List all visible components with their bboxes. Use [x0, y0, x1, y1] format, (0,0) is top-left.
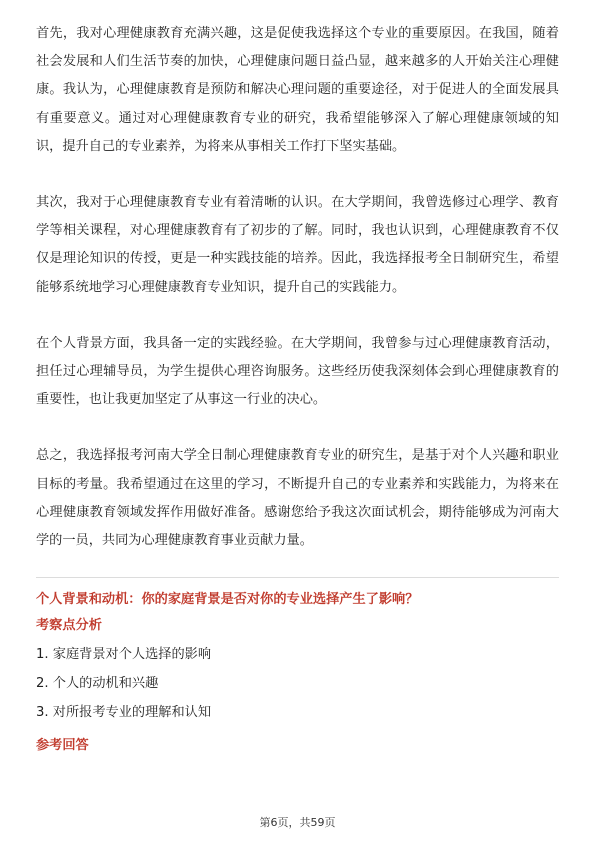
- paragraph-interest: 首先，我对心理健康教育充满兴趣，这是促使我选择这个专业的重要原因。在我国，随着社会发展和人们生活节奏的加快，心理健康问题日益凸显，越来越多的人开始关注心理健康。我认为，心理健康教育是预防和解决心理问题的重要途径，对于促进人的全面发展具有重要意义。通过对心理健康教育专业的研究，我希望能够深入了解心理健康领域的知识，提升自己的专业素养，为将来从事相关工作打下坚实基础。: [36, 26, 559, 154]
- analysis-heading: 考察点分析: [36, 618, 102, 634]
- paragraph-understanding: 其次，我对于心理健康教育专业有着清晰的认识。在大学期间，我曾选修过心理学、教育学等相关课程，对心理健康教育有了初步的了解。同时，我也认识到，心理健康教育不仅仅是理论知识的传授，更是一种实践技能的培养。因此，我选择报考全日制研究生，希望能够系统地学习心理健康教育专业知识，提升自己的实践能力。: [36, 195, 559, 295]
- answer-heading: 参考回答: [36, 738, 89, 754]
- analysis-list: [36, 640, 559, 727]
- paragraph-background: 在个人背景方面，我具备一定的实践经验。在大学期间，我曾参与过心理健康教育活动，担任过心理辅导员，为学生提供心理咨询服务。这些经历使我深刻体会到心理健康教育的重要性，也让我更加坚定了从事这一行业的决心。: [36, 335, 559, 408]
- list-item: 3. 对所报考专业的理解和认知: [36, 705, 212, 721]
- question-heading: 个人背景和动机：你的家庭背景是否对你的专业选择产生了影响？: [36, 592, 419, 608]
- list-item: 2. 个人的动机和兴趣: [36, 676, 159, 692]
- section-divider: [36, 577, 559, 578]
- page-content: [36, 20, 559, 760]
- paragraph-conclusion: 总之，我选择报考河南大学全日制心理健康教育专业的研究生，是基于对个人兴趣和职业目标的考量。我希望通过在这里的学习，不断提升自己的专业素养和实践能力，为将来在心理健康教育领域发挥作用做好准备。感谢您给予我这次面试机会，期待能够成为河南大学的一员，共同为心理健康教育事业贡献力量。: [36, 448, 559, 549]
- list-item: 1. 家庭背景对个人选择的影响: [36, 647, 212, 663]
- page-footer: 第6页，共59页: [259, 816, 336, 829]
